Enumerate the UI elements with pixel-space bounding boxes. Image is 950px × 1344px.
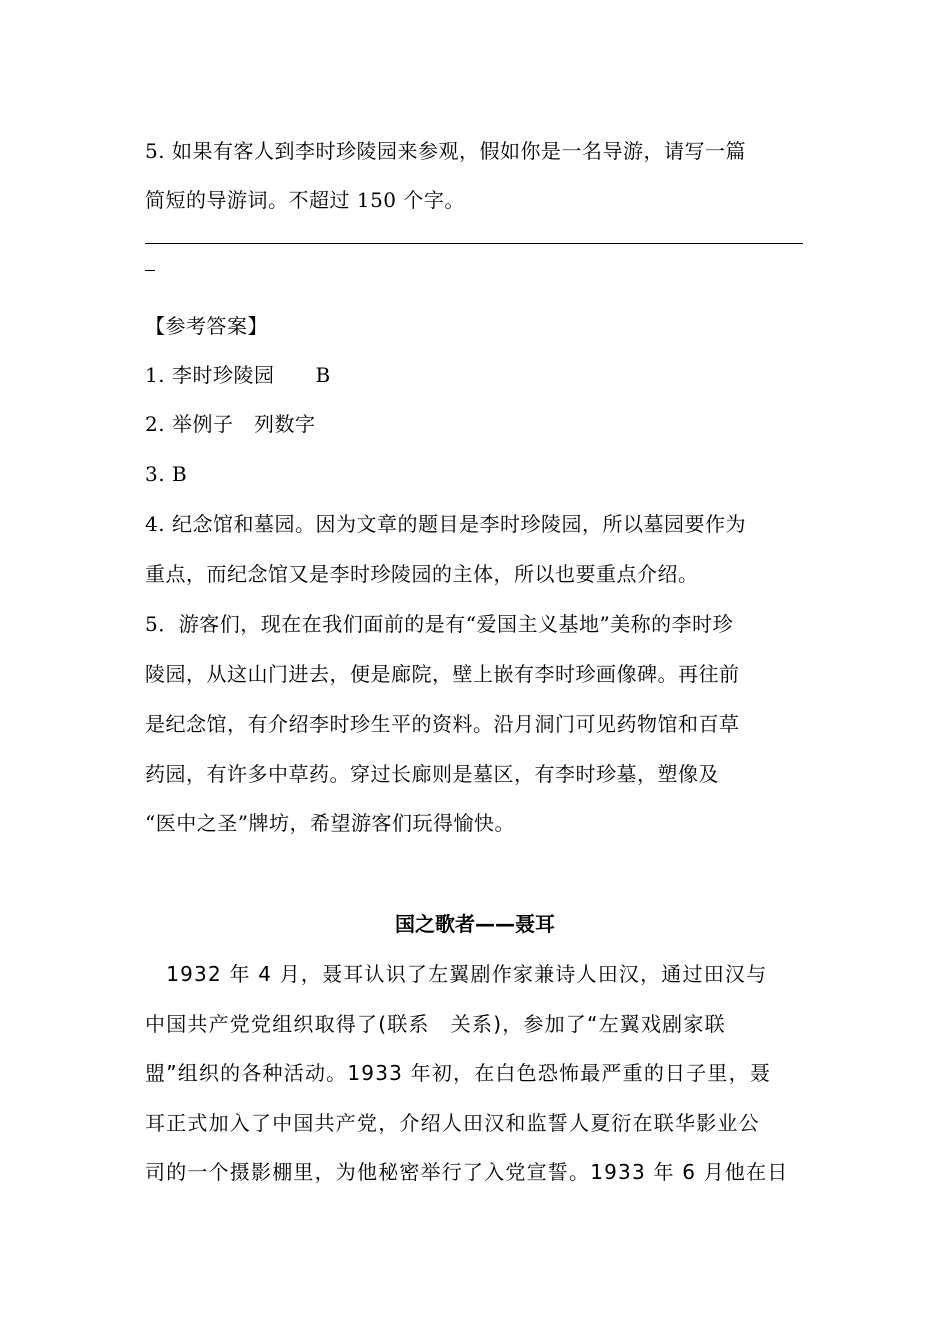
answer-5-line-3: 是纪念馆，有介绍李时珍生平的资料。沿月洞门可见药物馆和百草 xyxy=(145,712,740,736)
article-paragraph-line-1: 1932 年 4 月，聂耳认识了左翼剧作家兼诗人田汉，通过田汉与 xyxy=(145,962,768,986)
article-paragraph-line-5: 司的一个摄影棚里，为他秘密举行了入党宣誓。1933 年 6 月他在日 xyxy=(145,1160,789,1184)
answer-blank-line-continuation xyxy=(145,270,155,271)
question-5-line-1: 5. 如果有客人到李时珍陵园来参观，假如你是一名导游，请写一篇 xyxy=(145,139,746,163)
question-5-line-2: 简短的导游词。不超过 150 个字。 xyxy=(145,188,465,212)
answer-3: 3. B xyxy=(145,462,188,486)
article-paragraph-line-3: 盟”组织的各种活动。1933 年初，在白色恐怖最严重的日子里，聂 xyxy=(145,1061,772,1085)
answer-5-line-5: “医中之圣”牌坊，希望游客们玩得愉快。 xyxy=(145,811,515,835)
article-title: 国之歌者——聂耳 xyxy=(395,912,555,936)
article-paragraph-line-2: 中国共产党党组织取得了(联系 关系)，参加了“左翼戏剧家联 xyxy=(145,1012,726,1036)
answer-4-line-2: 重点，而纪念馆又是李时珍陵园的主体，所以也要重点介绍。 xyxy=(145,562,699,586)
answer-2: 2. 举例子 列数字 xyxy=(145,412,316,436)
answer-5-line-1: 5．游客们，现在在我们面前的是有“爱国主义基地”美称的李时珍 xyxy=(145,612,734,636)
answer-4-line-1: 4. 纪念馆和墓园。因为文章的题目是李时珍陵园，所以墓园要作为 xyxy=(145,512,746,536)
answer-1: 1. 李时珍陵园 B xyxy=(145,363,331,387)
answer-5-line-4: 药园，有许多中草药。穿过长廊则是墓区，有李时珍墓，塑像及 xyxy=(145,762,719,786)
answer-blank-line xyxy=(145,243,803,244)
answer-key-heading: 【参考答案】 xyxy=(145,314,268,338)
answer-5-line-2: 陵园，从这山门进去，便是廊院，壁上嵌有李时珍画像碑。再往前 xyxy=(145,662,740,686)
article-paragraph-line-4: 耳正式加入了中国共产党，介绍人田汉和监誓人夏衍在联华影业公 xyxy=(145,1111,760,1135)
